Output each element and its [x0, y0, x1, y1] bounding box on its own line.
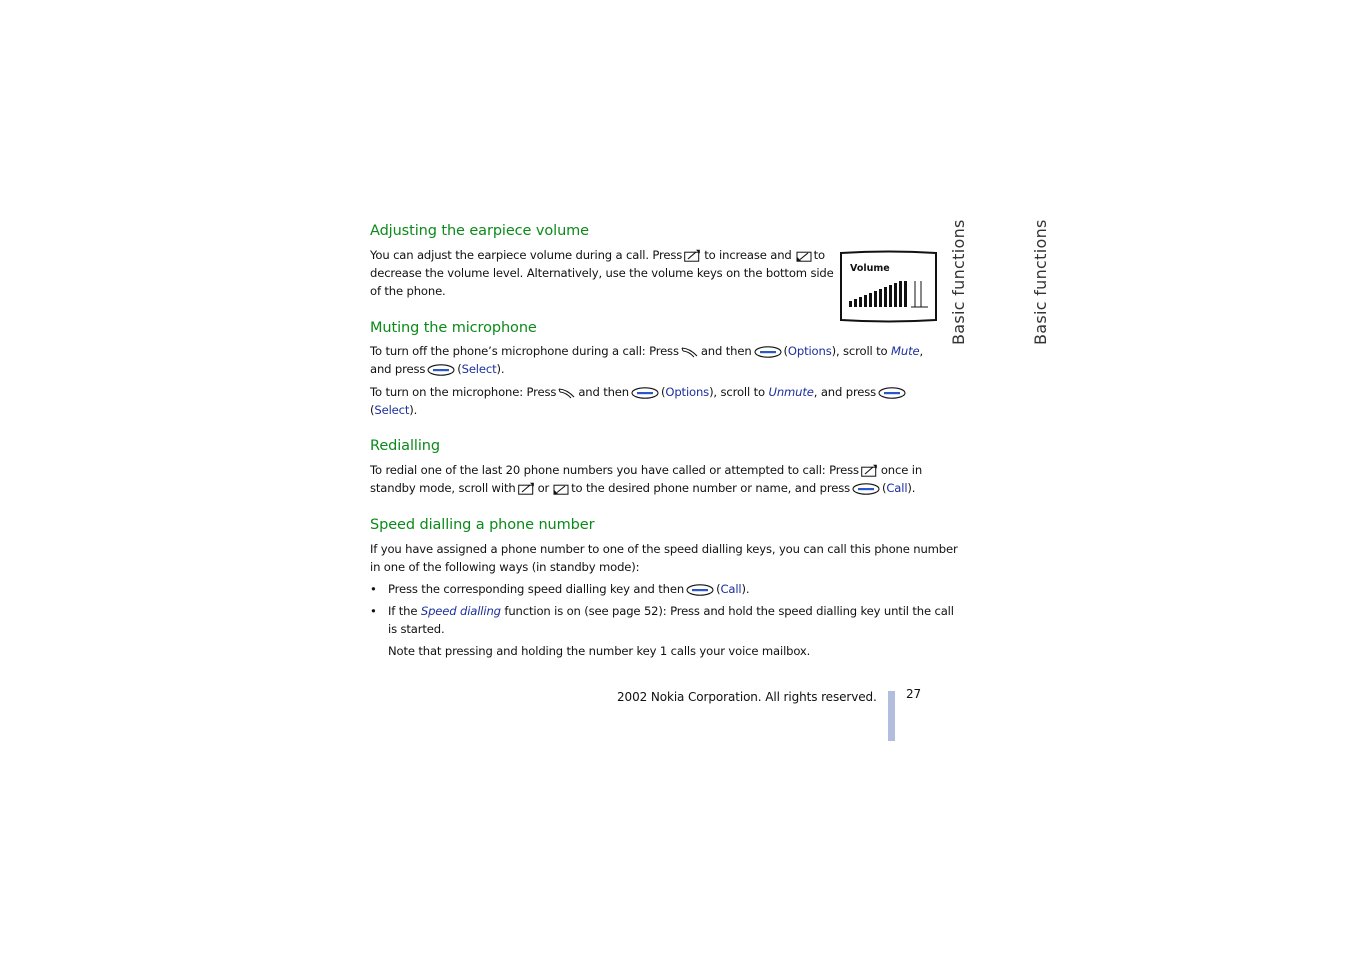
text: To turn off the phone’s microphone during a call: Press — [370, 344, 679, 358]
text: To turn on the microphone: Press — [370, 385, 557, 399]
end-call-key-icon — [558, 386, 576, 399]
volume-display-frame — [838, 250, 939, 324]
side-tab-label: Basic functions — [949, 219, 968, 345]
option-label: Options — [787, 344, 832, 358]
menu-item-name: Unmute — [768, 385, 814, 399]
menu-item-name: Mute — [891, 344, 920, 358]
heading-redialling: Redialling — [370, 438, 440, 454]
text: once in — [880, 463, 923, 477]
page-marker-bar — [888, 691, 895, 741]
bullet-icon: • — [370, 604, 377, 618]
list-item — [370, 602, 954, 638]
bullet-icon: • — [370, 582, 377, 596]
text: is started. — [388, 622, 445, 636]
option-label: Call — [886, 481, 908, 495]
selection-key-icon — [754, 346, 782, 358]
scroll-down-key-icon — [794, 249, 812, 262]
option-label: Call — [720, 582, 742, 596]
scroll-up-key-icon — [684, 249, 702, 262]
list-item: • Press the corresponding speed dialling key and then (Call). — [370, 582, 750, 596]
option-label: Select — [461, 362, 497, 376]
page-number: 27 — [906, 687, 922, 701]
text: ). — [496, 362, 505, 376]
text: or — [537, 481, 550, 495]
text: to increase and — [704, 248, 792, 262]
text: in one of the following ways (in standby mode): — [370, 560, 640, 574]
end-call-key-icon — [681, 345, 699, 358]
text: To redial one of the last 20 phone numbers you have called or attempted to call: Press — [370, 463, 859, 477]
text: , — [919, 344, 924, 358]
text: If the — [388, 604, 418, 618]
function-name: Speed dialling — [420, 604, 501, 618]
copyright-notice: 2002 Nokia Corporation. All rights reserved. — [617, 690, 877, 704]
text: ). — [741, 582, 750, 596]
phone-volume-display — [838, 250, 939, 324]
volume-screen-label: Volume — [850, 263, 890, 274]
selection-key-icon — [427, 364, 455, 376]
paragraph-mute-off: To turn off the phone’s microphone during a call: Press and then (Options), scroll to Mute, and press (Select). — [370, 344, 924, 376]
scroll-up-key-icon — [518, 482, 536, 495]
paragraph-speed-intro — [370, 540, 958, 576]
text: of the phone. — [370, 284, 446, 298]
selection-key-icon — [686, 584, 714, 596]
scroll-up-key-icon — [861, 464, 879, 477]
paragraph-earpiece-volume — [370, 246, 834, 300]
text: standby mode, scroll with — [370, 481, 516, 495]
text: and press — [370, 362, 426, 376]
text: Press the corresponding speed dialling key and then — [388, 582, 685, 596]
heading-earpiece-volume: Adjusting the earpiece volume — [370, 223, 590, 239]
text: function is on (see page 52): Press and hold the speed dialling key until the call — [504, 604, 954, 618]
text: ). — [907, 481, 916, 495]
paragraph-redialling: To redial one of the last 20 phone numbers you have called or attempted to call: Press once in standby mode, scroll with or to the desired phone number or name, and press (Call). — [370, 463, 923, 495]
option-label: Select — [374, 403, 410, 417]
text: and then — [578, 385, 629, 399]
text: and then — [700, 344, 752, 358]
selection-key-icon — [631, 387, 659, 399]
text: to the desired phone number or name, and press — [571, 481, 850, 495]
paragraph-mute-on: To turn on the microphone: Press and then (Options), scroll to Unmute, and press (Select). — [370, 383, 930, 419]
heading-muting-microphone: Muting the microphone — [370, 320, 537, 336]
text: decrease the volume level. Alternatively, use the volume keys on the bottom side — [370, 266, 834, 280]
side-tab-label: Basic functions — [1031, 219, 1050, 345]
selection-key-icon — [852, 483, 880, 495]
text: ). — [409, 403, 418, 417]
heading-speed-dialling: Speed dialling a phone number — [370, 517, 595, 533]
option-label: Options — [665, 385, 710, 399]
speed-dial-note: Note that pressing and holding the number key 1 calls your voice mailbox. — [388, 644, 811, 658]
text: If you have assigned a phone number to one of the speed dialling keys, you can call this phone number — [370, 542, 958, 556]
text: ), scroll to — [831, 344, 888, 358]
text: You can adjust the earpiece volume during a call. Press — [370, 248, 683, 262]
text: to — [813, 248, 825, 262]
selection-key-icon — [878, 387, 906, 399]
text: ), scroll to — [709, 385, 765, 399]
scroll-down-key-icon — [551, 482, 569, 495]
text: , and press — [813, 385, 877, 399]
